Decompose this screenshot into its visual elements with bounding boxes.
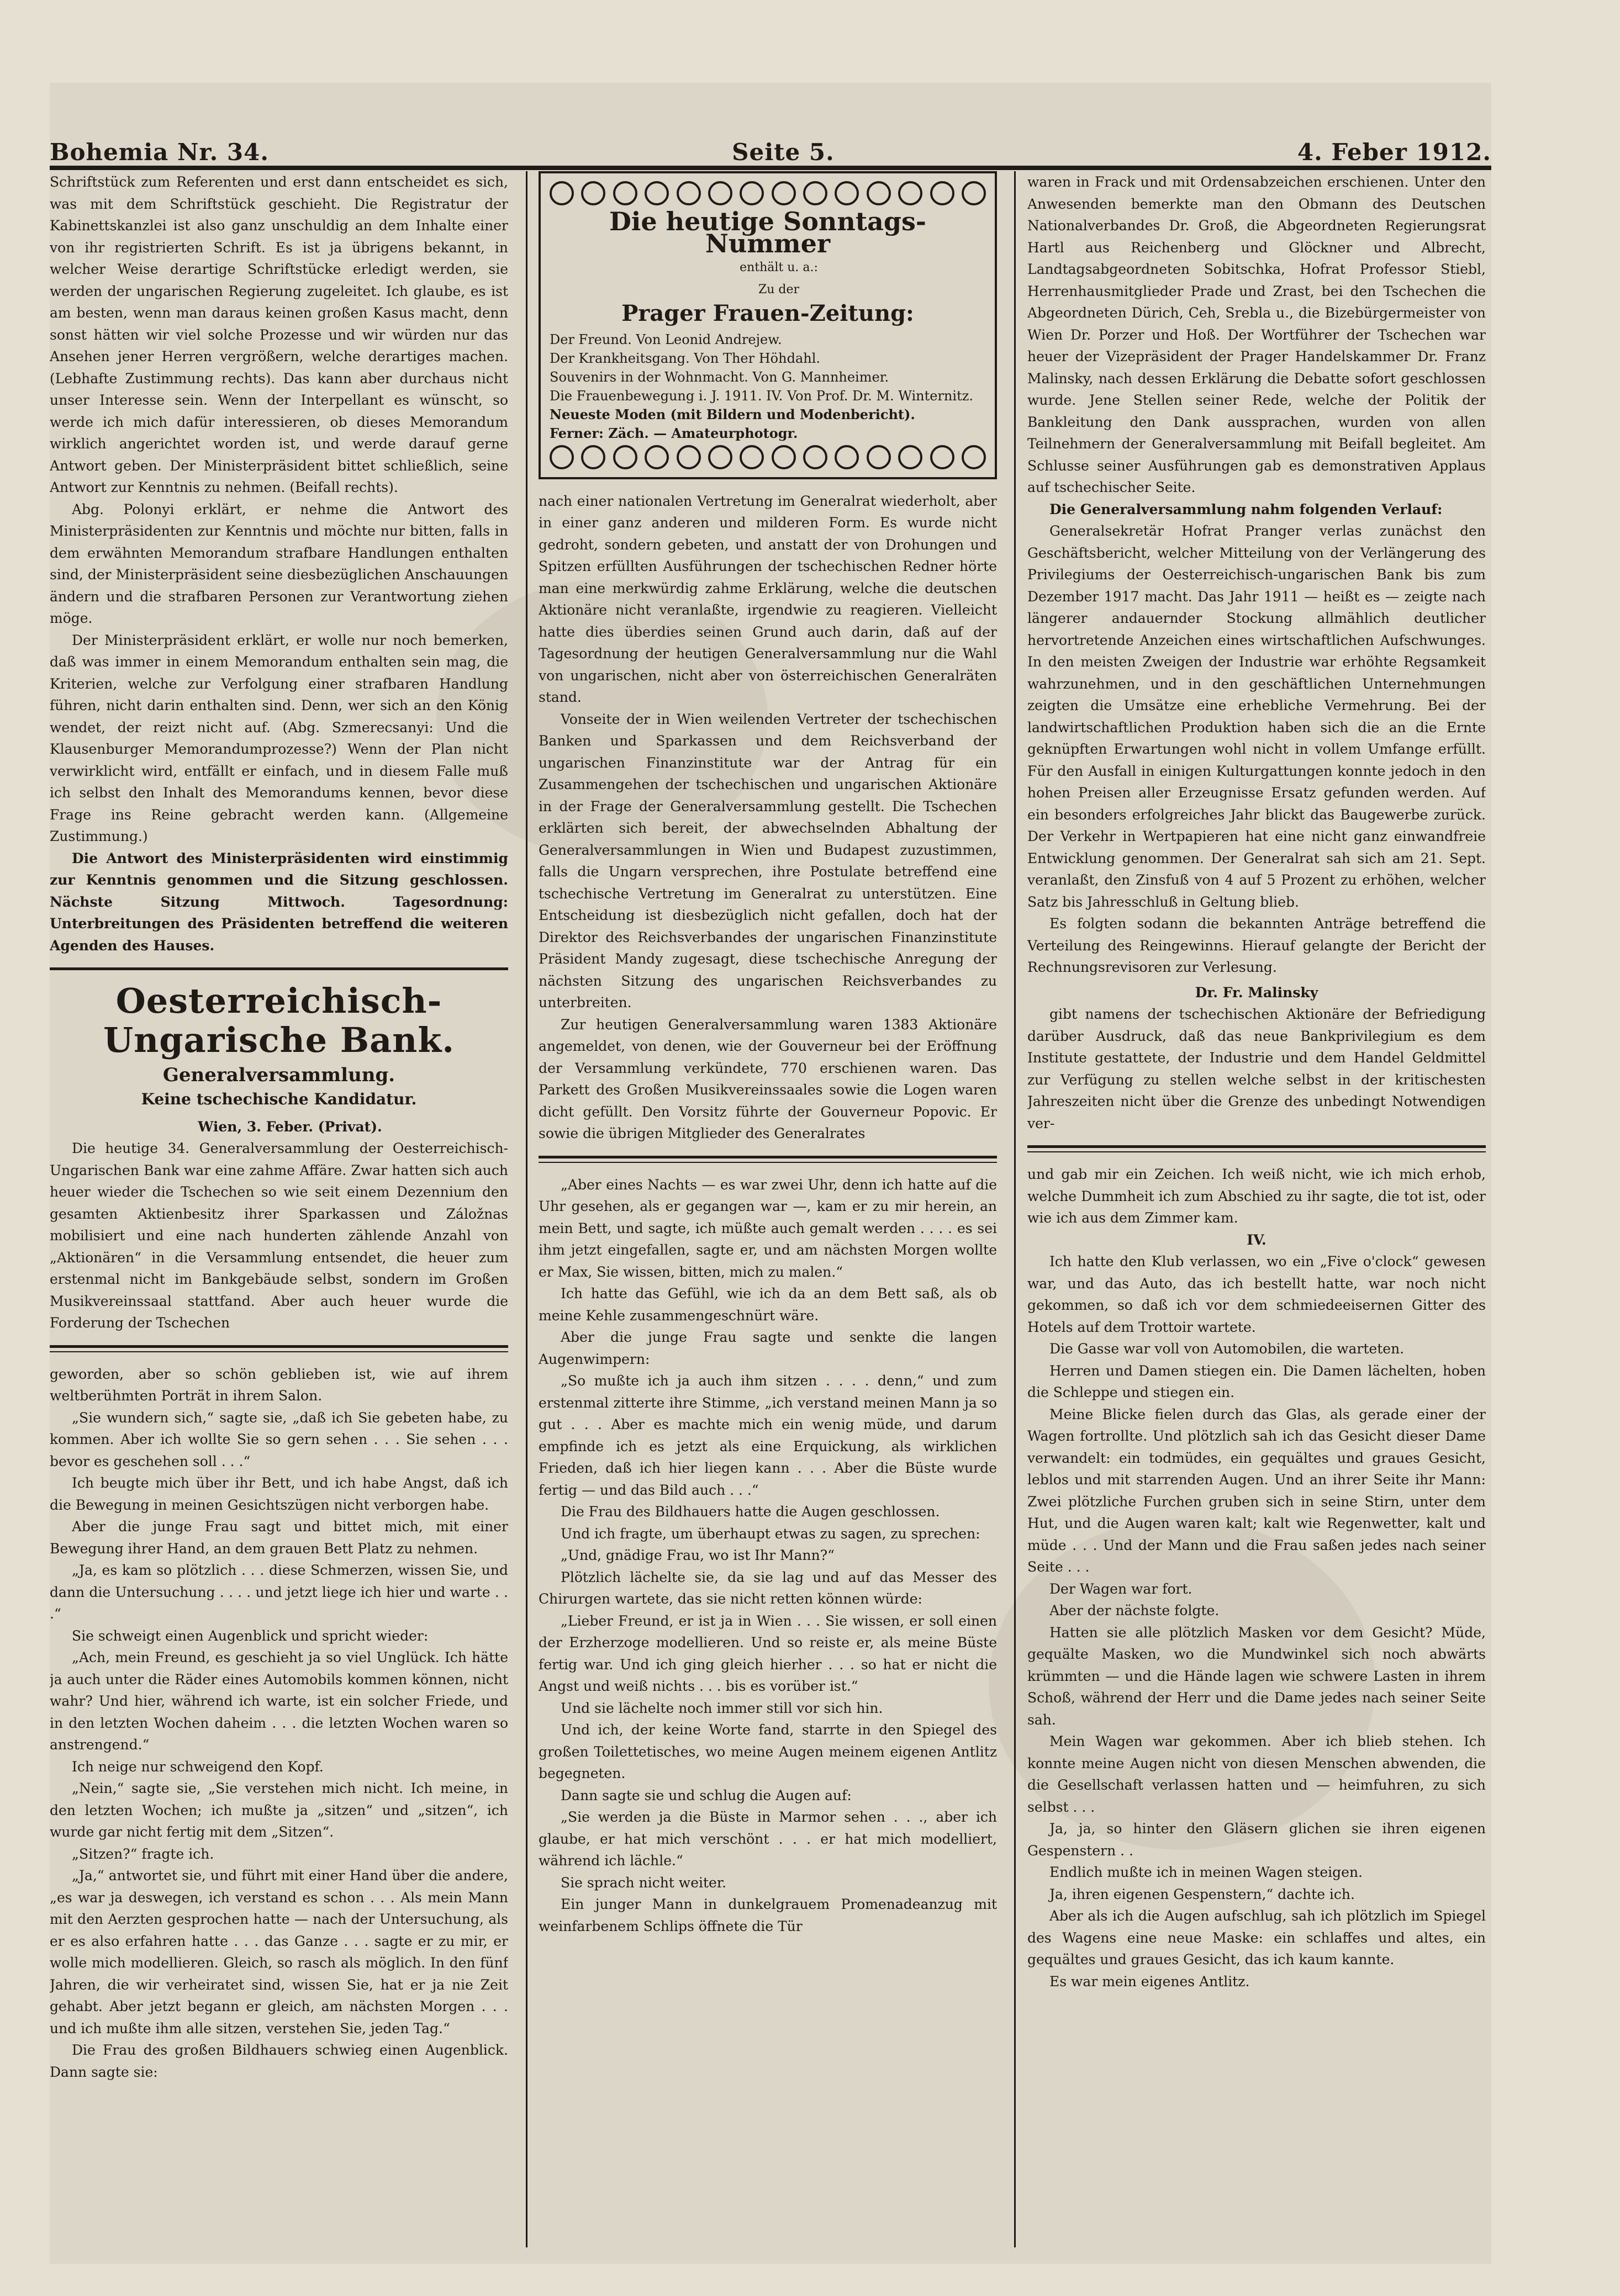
section-subtitle: Generalversammlung. <box>162 1064 395 1086</box>
announcement-of-the: Zu der <box>758 282 800 297</box>
feuilleton-paragraph: „Nein,“ sagte sie, „Sie verstehen mich nicht. Ich meine, in den letzten Wochen; ich mußte ja „sitzen“ und „sitzen“, ich wurde gar nicht fertig mit dem „Sitzen“. <box>50 1780 508 1840</box>
feuilleton-paragraph: Sie sprach nicht weiter. <box>561 1874 726 1891</box>
feuilleton-paragraph: Dann sagte sie und schlug die Augen auf: <box>561 1787 852 1803</box>
announcement-title: Die heutige Sonntags-Nummer <box>609 207 926 258</box>
feuilleton-paragraph: „Ja,“ antwortet sie, und führt mit einer Hand über die andere, „es war ja deswegen, ich verstand es schon . . . Als mein Mann mit den Aerzten gesprochen hatte — nach der Untersuchung, als er es also erfahren hatte . . . das Ganze . . . sagte er zu mir, er wolle mich modellieren. Gleich, so rasch als möglich. In den fünf Jahren, die wir verheiratet sind, wissen Sie, hat er ja nie Zeit gehabt. Aber jetzt begann er gleich, am nächsten Morgen . . . und ich mußte ihm alle sitzen, verstehen Sie, jeden Tag.“ <box>50 1868 508 2036</box>
feuilleton-paragraph: Aber die junge Frau sagt und bittet mich, mit einer Bewegung ihrer Hand, an dem grauen Bett Platz zu nehmen. <box>50 1519 508 1557</box>
chapter-number: IV. <box>1247 1231 1267 1248</box>
feuilleton-paragraph: Ich hatte den Klub verlassen, wo ein „Five o'clock“ gewesen war, und das Auto, das ich bestellt hatte, war noch nicht gekommen, so daß ich vor dem schmiedeeisernen Gitter des Hotels auf dem Trottoir wartete. <box>1027 1253 1486 1335</box>
column-1 <box>50 171 508 2258</box>
feuilleton-divider <box>1027 1145 1486 1152</box>
feuilleton-paragraph: „Lieber Freund, er ist ja in Wien . . . Sie wissen, er soll einen der Erzherzoge modellieren. Und so reiste er, als meine Büste fertig war. Und ich ging gleich hierher . . . so hat er nicht die Angst und weiß nichts . . . bis es vorüber ist.“ <box>539 1612 997 1694</box>
announcement-item: Der Krankheitsgang. Von Ther Höhdahl. <box>550 350 821 366</box>
feuilleton-paragraph: „Ja, es kam so plötzlich . . . diese Schmerzen, wissen Sie, und dann die Untersuchung . . . . und jetzt liege ich hier und warte . . .“ <box>50 1562 508 1622</box>
announcement-item: Die Frauenbewegung i. J. 1911. IV. Von Prof. Dr. M. Winternitz. <box>550 388 973 404</box>
announcement-item: Souvenirs in der Wohnmacht. Von G. Mannheimer. <box>550 369 889 385</box>
feuilleton-paragraph: Ich hatte das Gefühl, wie ich da an dem Bett saß, als ob meine Kehle zusammengeschnürt wäre. <box>539 1285 997 1324</box>
column-divider <box>1014 171 1016 2247</box>
feuilleton-paragraph: Ja, ja, so hinter den Gläsern glichen sie ihren eigenen Gespenstern . . <box>1027 1821 1486 1859</box>
feuilleton-paragraph: Und ich, der keine Worte fand, starrte in den Spiegel des großen Toilettetisches, wo meine Augen meinem eigenen Antlitz begegneten. <box>539 1722 997 1781</box>
feuilleton-paragraph: Herren und Damen stiegen ein. Die Damen lächelten, hoben die Schleppe und stiegen ein. <box>1027 1362 1486 1400</box>
newspaper-page <box>50 83 1491 2264</box>
feuilleton-paragraph: Der Wagen war fort. <box>1049 1580 1192 1597</box>
feuilleton-paragraph: Und sie lächelte noch immer still vor sich hin. <box>561 1700 883 1716</box>
article-paragraph: Der Ministerpräsident erklärt, er wolle nur noch bemerken, daß was immer in einem Memorandum enthalten sein mag, die Kriterien, welche zur Verfolgung einer strafbaren Handlung führen, nicht darin enthalten sind. Denn, wer sich an den König wendet, der reizt nicht auf. (Abg. Szmerecsanyi: Und die Klausenburger Memorandumprozesse?) Wenn der Plan nicht verwirklicht wird, entfällt er einfach, und in diesem Falle muß ich selbst den Inhalt des Memorandums kennen, bevor diese Frage ins Reine gebracht werden kann. (Allgemeine Zustimmung.) <box>50 632 508 844</box>
article-paragraph: waren in Frack und mit Ordensabzeichen erschienen. Unter den Anwesenden bemerkte man den Obmann des Deutschen Nationalverbandes Dr. Groß, die Abgeordneten Regierungsrat Hartl aus Reichenberg und Glöckner und Albrecht, Landtagsabgeordneten Sobitschka, Hofrat Professor Stiebl, Herrenhausmitglieder Prade und Zrast, bei den Tschechen die Abgeordneten Dürich, Ceh, Srebla u., die Bizebürgermeister von Wien Dr. Porzer und Hoß. Der Wortführer der Tschechen war heuer der Vizepräsident der Prager Handelskammer Dr. Franz Malinsky, nach dessen Erklärung die Debatte sofort geschlossen wurde. Jene Stellen seiner Rede, welche der Politik der Bankleitung den Dank aussprachen, wurden von allen Teilnehmern der Generalversammlung mit Beifall begleitet. Am Schlusse seiner Ausführungen gab es demonstrativen Applaus auf tschechischer Seite. <box>1027 174 1486 495</box>
announcement-item: Der Freund. Von Leonid Andrejew. <box>550 331 782 347</box>
feuilleton-paragraph: Aber der nächste folgte. <box>1049 1602 1220 1618</box>
feuilleton-paragraph: Aber die junge Frau sagte und senkte die langen Augenwimpern: <box>539 1329 997 1367</box>
feuilleton-paragraph: Hatten sie alle plötzlich Masken vor dem Gesicht? Müde, gequälte Masken, wo die Mundwinkel sich noch abwärts krümmten — und die Hände lagen wie schwere Lasten in ihrem Schoß, während der Herr und die Dame jedes nach seiner Seite sah. <box>1027 1624 1486 1728</box>
announcement-box <box>539 171 997 479</box>
feuilleton-paragraph: „Und, gnädige Frau, wo ist Ihr Mann?“ <box>561 1547 835 1563</box>
feuilleton-paragraph: „Ach, mein Freund, es geschieht ja so viel Unglück. Ich hätte ja auch unter die Räder eines Automobils kommen können, nicht wahr? Und hier, während ich warte, ist ein solcher Friede, und in den letzten Wochen daheim . . . die letzten Wochen waren so anstrengend.“ <box>50 1649 508 1753</box>
feuilleton-paragraph: „Sie werden ja die Büste in Marmor sehen . . ., aber ich glaube, er hat mich verschönt . . . er hat mich modelliert, während ich lächle.“ <box>539 1809 997 1869</box>
feuilleton-paragraph: Sie schweigt einen Augenblick und spricht wieder: <box>72 1627 429 1644</box>
dateline: Wien, 3. Feber. (Privat). <box>198 1118 382 1135</box>
announcement-contains: enthält u. a.: <box>740 261 818 274</box>
ornament-border <box>550 181 986 205</box>
feuilleton-paragraph: Meine Blicke fielen durch das Glas, als gerade einer der Wagen fortrollte. Und plötzlich sah ich das Gesicht dieser Dame verwandelt: ein todmüdes, ein gequältes und graues Gesicht, leblos und mit starrenden Augen. Und an ihrer Seite ihr Mann: Zwei plötzliche Furchen gruben sich in seine Stirn, unter dem Hut, und die Augen waren kalt; kalt wie Regenwetter, kalt und müde . . . Und der Mann und die Frau saßen jedes nach seiner Seite . . . <box>1027 1406 1486 1575</box>
feuilleton-paragraph: Aber als ich die Augen aufschlug, sah ich plötzlich im Spiegel des Wagens eine neue Maske: ein schlaffes und altes, ein gequältes und graues Gesicht, das ich kaum kannte. <box>1027 1908 1486 1967</box>
feuilleton-paragraph: und gab mir ein Zeichen. Ich weiß nicht, wie ich mich erhob, welche Dummheit ich zum Abschied zu ihr sagte, die tot ist, oder wie ich aus dem Zimmer kam. <box>1027 1166 1486 1226</box>
feuilleton-paragraph: Plötzlich lächelte sie, da sie lag und auf das Messer des Chirurgen wartete, das sie nicht retten können würde: <box>539 1569 997 1607</box>
ornament-border <box>550 445 986 469</box>
column-3 <box>1027 171 1486 2258</box>
feuilleton-paragraph: Endlich mußte ich in meinen Wagen steigen. <box>1049 1864 1363 1880</box>
feuilleton-paragraph: geworden, aber so schön geblieben ist, wie auf ihrem weltberühmten Porträt in ihrem Salon. <box>50 1366 508 1404</box>
feuilleton-paragraph: „So mußte ich ja auch ihm sitzen . . . . denn,“ und zum erstenmal zitterte ihre Stimme, „ich verstand meinen Mann ja so gut . . . Aber es machte mich ein wenig müde, und darum empfinde ich es jetzt als eine Erquickung, als wirklichen Frieden, daß ich hier liegen kann . . . Aber die Büste wurde fertig — und das Bild auch . . .“ <box>539 1373 997 1498</box>
feuilleton-paragraph: Mein Wagen war gekommen. Aber ich blieb stehen. Ich konnte meine Augen nicht von diesen Menschen abwenden, die die Gesellschaft verlassen hatten und — heimfuhren, zu sich selbst . . . <box>1027 1733 1486 1815</box>
feuilleton-paragraph: „Sitzen?“ fragte ich. <box>72 1845 214 1862</box>
column-divider <box>526 171 527 2247</box>
feuilleton-paragraph: Und ich fragte, um überhaupt etwas zu sagen, zu sprechen: <box>561 1525 980 1542</box>
header-issue: Bohemia Nr. 34. <box>50 139 269 166</box>
speaker-name: Dr. Fr. Malinsky <box>1195 984 1318 1001</box>
feuilleton-paragraph: „Aber eines Nachts — es war zwei Uhr, denn ich hatte auf die Uhr gesehen, als er gegangen war —, kam er zu mir herein, an mein Bett, und sagte, ich müßte auch gemalt werden . . . . es sei ihm jetzt eingefallen, sagte er, und am nächsten Morgen wollte er Max, Sie wissen, bitten, mich zu malen.“ <box>539 1176 997 1280</box>
feuilleton-paragraph: „Sie wundern sich,“ sagte sie, „daß ich Sie gebeten habe, zu kommen. Aber ich wollte Sie so gern sehen . . . Sie sehen . . . bevor es geschehen soll . . .“ <box>50 1409 508 1469</box>
feuilleton-paragraph: Ja, ihren eigenen Gespenstern,“ dachte ich. <box>1049 1886 1355 1902</box>
feuilleton-paragraph: Es war mein eigenes Antlitz. <box>1049 1973 1250 1990</box>
article-paragraph: nach einer nationalen Vertretung im Generalrat wiederholt, aber in einer ganz anderen und milderen Form. Es wurde nicht gedroht, sondern gebeten, und anstatt der von Drohungen und Spitzen erfüllten Ausführungen der tschechischen Redner hörte man eine merkwürdig zahme Erklärung, welche die deutschen Aktionäre nicht veranlaßte, irgendwie zu reagieren. Vielleicht hatte dies überdies seinen Grund auch darin, daß auf der Tagesordnung der heutigen Generalversammlung nur die Wahl von ungarischen, nicht aber von österreichischen Generalräten stand. <box>539 493 997 705</box>
feuilleton-paragraph: Ein junger Mann in dunkelgrauem Promenadeanzug mit weinfarbenem Schlips öffnete die Tür <box>539 1896 997 1934</box>
announcement-publication: Prager Frauen-Zeitung: <box>621 300 914 326</box>
section-rule <box>50 967 508 970</box>
header-page-number: Seite 5. <box>732 139 835 166</box>
feuilleton-divider <box>50 1345 508 1352</box>
header-date: 4. Feber 1912. <box>1297 139 1491 166</box>
feuilleton-paragraph: Die Gasse war voll von Automobilen, die warteten. <box>1049 1341 1405 1357</box>
article-paragraph: Zur heutigen Generalversammlung waren 1383 Aktionäre angemeldet, von denen, wie der Gouverneur bei der Eröffnung der Versammlung verkündete, 770 erschienen waren. Das Parkett des Großen Musikvereinssaales sowie die Logen waren dicht gefüllt. Den Vorsitz führte der Gouverneur Popovic. Er sowie die übrigen Mitglieder des Generalrates <box>539 1016 997 1141</box>
page-header <box>50 116 1491 166</box>
article-paragraph: Vonseite der in Wien weilenden Vertreter der tschechischen Banken und Sparkassen und dem Reichsverband der ungarischen Finanzinstitute war der Antrag für ein Zusammengehen der tschechischen und ungarischen Aktionäre in der Frage der Generalversammlung gestellt. Die Tschechen erklärten sich bereit, der abwechselnden Abhaltung der Generalversammlungen in Wien und Budapest zuzustimmen, falls die Ungarn versprechen, ihre Postulate betreffend eine tschechische Vertretung im Generalrat zu unterstützen. Eine Entscheidung ist diesbezüglich nicht gefallen, doch hat der Direktor des Reichsverbandes der ungarischen Finanzinstitute Präsident Mandy zugesagt, diese tschechische Anregung der nächsten Sitzung des ungarischen Reichsverbandes zu unterbreiten. <box>539 711 997 1011</box>
column-2 <box>539 171 997 2258</box>
feuilleton-divider <box>539 1156 997 1163</box>
article-paragraph: Die Generalversammlung nahm folgenden Verlauf: <box>1049 501 1443 517</box>
feuilleton-paragraph: Ich beugte mich über ihr Bett, und ich habe Angst, daß ich die Bewegung in meinen Gesichtszügen nicht verborgen habe. <box>50 1475 508 1513</box>
article-paragraph: Die heutige 34. Generalversammlung der Oesterreichisch-Ungarischen Bank war eine zahme Affäre. Zwar hatten sich auch heuer wieder die Tschechen so wie seit einem Dezennium den gesamten Aktienbesitz ihrer Sparkassen und Záložnas mobilisiert und eine nach hunderten zählende Anzahl von „Aktionären“ in die Versammlung entsendet, die heuer zum erstenmal nicht im Bankgebäude selbst, sondern im Großen Musikvereinssaal stattfand. Aber auch heuer wurde die Forderung der Tschechen <box>50 1140 508 1331</box>
feuilleton-paragraph: Ich neige nur schweigend den Kopf. <box>72 1758 324 1775</box>
article-paragraph: Die Antwort des Ministerpräsidenten wird einstimmig zur Kenntnis genommen und die Sitzung geschlossen. Nächste Sitzung Mittwoch. Tagesordnung: Unterbreitungen des Präsidenten betreffend die weiteren Agenden des Hauses. <box>50 850 508 954</box>
article-paragraph: Abg. Polonyi erklärt, er nehme die Antwort des Ministerpräsidenten zur Kenntnis und möchte nur bitten, falls in dem erwähnten Memorandum strafbare Handlungen enthalten sind, der Ministerpräsident seine diesbezüglichen Anschauungen ändern und die strafbaren Personen zur Verantwortung ziehen möge. <box>50 501 508 626</box>
article-paragraph: gibt namens der tschechischen Aktionäre der Befriedigung darüber Ausdruck, daß das neue Bankprivilegium es dem Institute gestattete, der Industrie und dem Handel Geldmittel zur Verfügung zu stellen welche selbst in der kritischesten Jahreszeiten nicht über die Grenze des unbedingt Notwendigen ver- <box>1027 1006 1486 1131</box>
article-paragraph: Es folgten sodann die bekannten Anträge betreffend die Verteilung des Reingewinns. Hierauf gelangte der Bericht der Rechnungsrevisoren zur Verlesung. <box>1027 916 1486 975</box>
article-paragraph: Generalsekretär Hofrat Pranger verlas zunächst den Geschäftsbericht, welcher Mitteilung von der Verlängerung des Privilegiums der Oesterreichisch-ungarischen Bank bis zum Dezember 1917 macht. Das Jahr 1911 — heißt es — zeigte nach längerer andauernder Stockung allmählich deutlicher hervortretende Anzeichen eines wirtschaftlichen Aufschwunges. In den meisten Zweigen der Industrie war erhöhte Regsamkeit wahrzunehmen, und in den geschäftlichen Unternehmungen zeigten die Umsätze eine erhebliche Vermehrung. Bei der landwirtschaftlichen Produktion haben sich die an die Ernte geknüpften Erwartungen wohl nicht in vollem Umfange erfüllt. Für den Ausfall in einigen Kulturgattungen konnte jedoch in den hohen Preisen aller Erzeugnisse Ersatz gefunden werden. Auf ein besonders erfolgreiches Jahr blickt das Baugewerbe zurück. Der Verkehr in Wertpapieren hat eine nicht ganz einwandfreie Entwicklung genommen. Der Generalrat sah sich am 21. Sept. veranlaßt, den Zinsfuß von 4 auf 5 Prozent zu erhöhen, welcher Satz bis Jahresschluß in Geltung blieb. <box>1027 523 1486 910</box>
header-rule <box>50 166 1491 170</box>
article-paragraph: Schriftstück zum Referenten und erst dann entscheidet es sich, was mit dem Schriftstück geschieht. Die Registratur der Kabinettskanzlei ist also ganz unschuldig an dem Inhalte einer von ihr registrierten Schrift. Es ist ja übrigens bekannt, in welcher Weise derartige Schriftstücke erledigt werden, sie werden der ungarischen Regierung zugeleitet. Ich glaube, es ist am besten, wenn man daraus keinen großen Kasus macht, denn sonst hätten wir viel solche Prozesse und wir würden nur das Ansehen jener Herren vergrößern, welche derartiges machen. (Lebhafte Zustimmung rechts). Das kann aber durchaus nicht unser Interesse sein. Wenn der Interpellant es wünscht, so werde ich mich dafür interessieren, ob dieses Memorandum wirklich angerichtet worden ist, und werde darauf gerne Antwort geben. Der Ministerpräsident bittet schließlich, seine Antwort zur Kenntnis zu nehmen. (Beifall rechts). <box>50 174 508 495</box>
feuilleton-paragraph: Die Frau des großen Bildhauers schwieg einen Augenblick. Dann sagte sie: <box>50 2042 508 2080</box>
feuilleton-paragraph: Die Frau des Bildhauers hatte die Augen geschlossen. <box>561 1504 940 1520</box>
section-subheading: Keine tschechische Kandidatur. <box>141 1090 417 1109</box>
announcement-item: Neueste Moden (mit Bildern und Modenbericht). <box>550 406 915 422</box>
announcement-item: Ferner: Zäch. — Amateurphotogr. <box>550 425 798 441</box>
section-title: Oesterreichisch-Ungarische Bank. <box>103 981 455 1061</box>
